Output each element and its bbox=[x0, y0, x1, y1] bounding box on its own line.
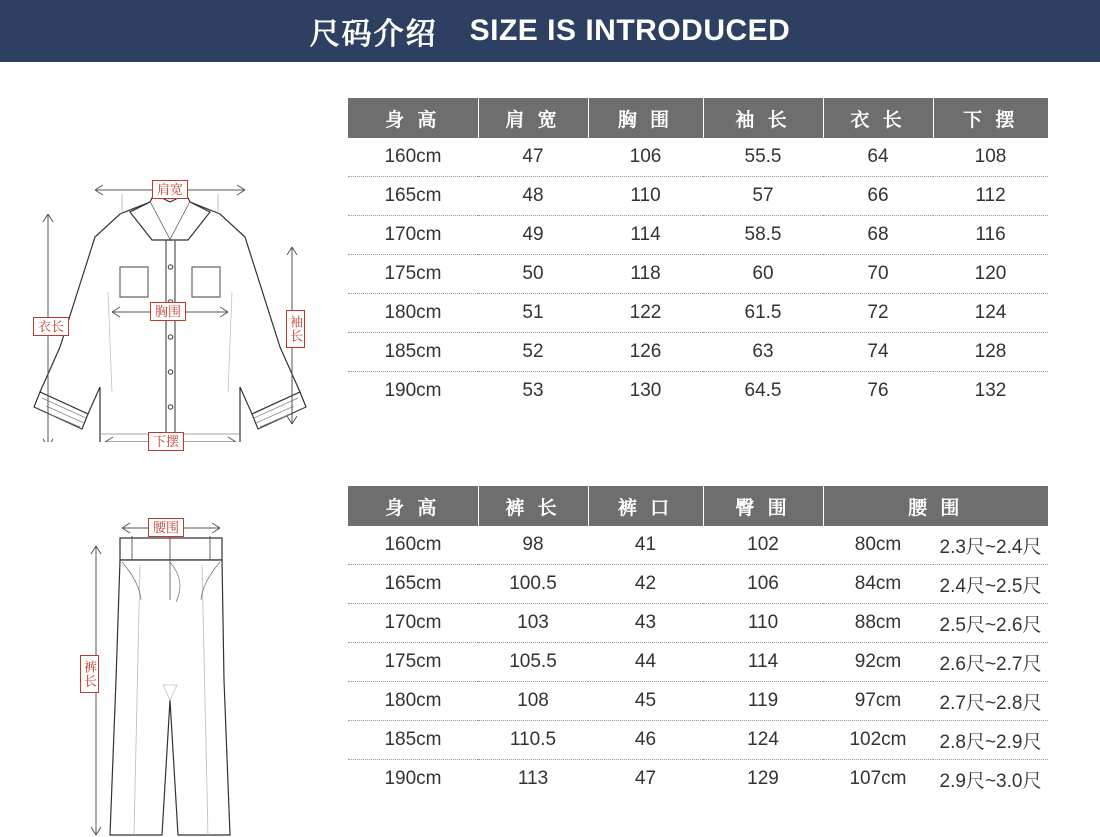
cell: 107cm bbox=[849, 768, 907, 789]
cell: 45 bbox=[588, 682, 703, 721]
page-title-cn: 尺码介绍 bbox=[309, 18, 438, 51]
shirt-header-cell: 下 摆 bbox=[933, 98, 1048, 138]
cell: 76 bbox=[867, 380, 889, 401]
table-row bbox=[348, 372, 1048, 411]
cell: 160cm bbox=[348, 138, 478, 177]
cell: 120 bbox=[933, 255, 1048, 294]
cell: 55.5 bbox=[703, 138, 823, 177]
table-row bbox=[348, 216, 1048, 255]
label-hem: 下摆 bbox=[148, 432, 184, 451]
cell: 170cm bbox=[348, 216, 478, 255]
cell: 41 bbox=[588, 526, 703, 565]
shirt-table-header-row bbox=[348, 98, 1048, 138]
table-row bbox=[348, 565, 1048, 604]
cell: 130 bbox=[629, 380, 662, 401]
label-waist: 腰围 bbox=[148, 518, 184, 537]
cell: 46 bbox=[588, 721, 703, 760]
cell: 113 bbox=[517, 768, 549, 789]
cell: 114 bbox=[588, 216, 703, 255]
cell: 72 bbox=[823, 294, 933, 333]
cell: 185cm bbox=[348, 721, 478, 760]
cell: 110.5 bbox=[478, 721, 588, 760]
table-row bbox=[348, 643, 1048, 682]
page-title-en: SIZE IS INTRODUCED bbox=[469, 14, 791, 47]
pants-section bbox=[0, 450, 1100, 837]
cell: 47 bbox=[478, 138, 588, 177]
cell: 122 bbox=[588, 294, 703, 333]
cell: 68 bbox=[823, 216, 933, 255]
cell: 165cm bbox=[348, 177, 478, 216]
pants-header-cell: 臀 围 bbox=[703, 486, 823, 526]
cell: 57 bbox=[703, 177, 823, 216]
cell: 106 bbox=[703, 565, 823, 604]
shirt-section bbox=[0, 62, 1100, 449]
page-header bbox=[0, 0, 1100, 62]
cell: 2.5尺~2.6尺 bbox=[933, 604, 1048, 643]
pants-header-cell: 裤 口 bbox=[588, 486, 703, 526]
table-row bbox=[348, 760, 1048, 799]
cell: 2.9尺~3.0尺 bbox=[939, 770, 1042, 792]
cell: 63 bbox=[703, 333, 823, 372]
cell: 47 bbox=[634, 768, 657, 789]
cell: 2.4尺~2.5尺 bbox=[933, 565, 1048, 604]
cell: 185cm bbox=[348, 333, 478, 372]
pants-table-header-row bbox=[348, 486, 1048, 526]
cell: 51 bbox=[478, 294, 588, 333]
table-row bbox=[348, 177, 1048, 216]
cell: 100.5 bbox=[478, 565, 588, 604]
cell: 128 bbox=[933, 333, 1048, 372]
cell: 160cm bbox=[348, 526, 478, 565]
pants-size-table bbox=[348, 486, 1048, 798]
cell: 170cm bbox=[348, 604, 478, 643]
pants-table-container bbox=[340, 450, 1060, 837]
cell: 124 bbox=[703, 721, 823, 760]
label-garment-length: 衣长 bbox=[33, 317, 69, 336]
table-row bbox=[348, 604, 1048, 643]
shirt-header-cell: 衣 长 bbox=[823, 98, 933, 138]
cell: 61.5 bbox=[703, 294, 823, 333]
cell: 124 bbox=[933, 294, 1048, 333]
label-sleeve-length: 袖长 bbox=[286, 310, 305, 348]
shirt-illustration bbox=[0, 62, 340, 442]
table-row bbox=[348, 721, 1048, 760]
cell: 58.5 bbox=[703, 216, 823, 255]
cell: 97cm bbox=[823, 682, 933, 721]
shirt-header-cell: 胸 围 bbox=[588, 98, 703, 138]
pants-header-cell: 腰 围 bbox=[823, 486, 1048, 526]
table-row bbox=[348, 138, 1048, 177]
cell: 74 bbox=[823, 333, 933, 372]
cell: 132 bbox=[974, 380, 1007, 401]
cell: 80cm bbox=[823, 526, 933, 565]
shirt-table-container bbox=[340, 62, 1060, 442]
cell: 116 bbox=[933, 216, 1048, 255]
shirt-size-table bbox=[348, 98, 1048, 410]
shirt-header-cell: 身 高 bbox=[348, 98, 478, 138]
cell: 165cm bbox=[348, 565, 478, 604]
cell: 52 bbox=[478, 333, 588, 372]
shirt-figure bbox=[0, 62, 340, 449]
cell: 190cm bbox=[384, 380, 442, 401]
cell: 92cm bbox=[823, 643, 933, 682]
shirt-header-cell: 袖 长 bbox=[703, 98, 823, 138]
cell: 84cm bbox=[823, 565, 933, 604]
cell: 43 bbox=[588, 604, 703, 643]
cell: 2.6尺~2.7尺 bbox=[933, 643, 1048, 682]
cell: 110 bbox=[588, 177, 703, 216]
pants-header-cell: 身 高 bbox=[348, 486, 478, 526]
cell: 66 bbox=[823, 177, 933, 216]
pants-header-cell: 裤 长 bbox=[478, 486, 588, 526]
cell: 98 bbox=[478, 526, 588, 565]
cell: 175cm bbox=[348, 643, 478, 682]
cell: 48 bbox=[478, 177, 588, 216]
cell: 2.8尺~2.9尺 bbox=[933, 721, 1048, 760]
cell: 2.3尺~2.4尺 bbox=[933, 526, 1048, 565]
cell: 180cm bbox=[348, 682, 478, 721]
cell: 102 bbox=[703, 526, 823, 565]
shirt-header-cell: 肩 宽 bbox=[478, 98, 588, 138]
cell: 53 bbox=[522, 380, 544, 401]
cell: 102cm bbox=[823, 721, 933, 760]
cell: 49 bbox=[478, 216, 588, 255]
cell: 70 bbox=[823, 255, 933, 294]
label-pant-length: 裤长 bbox=[80, 655, 99, 693]
cell: 60 bbox=[703, 255, 823, 294]
cell: 180cm bbox=[348, 294, 478, 333]
cell: 2.7尺~2.8尺 bbox=[933, 682, 1048, 721]
cell: 112 bbox=[933, 177, 1048, 216]
cell: 110 bbox=[703, 604, 823, 643]
cell: 105.5 bbox=[478, 643, 588, 682]
cell: 118 bbox=[588, 255, 703, 294]
cell: 119 bbox=[703, 682, 823, 721]
label-chest: 胸围 bbox=[150, 302, 186, 321]
cell: 108 bbox=[933, 138, 1048, 177]
cell: 42 bbox=[588, 565, 703, 604]
table-row bbox=[348, 255, 1048, 294]
cell: 126 bbox=[588, 333, 703, 372]
table-row bbox=[348, 333, 1048, 372]
cell: 175cm bbox=[348, 255, 478, 294]
cell: 129 bbox=[747, 768, 779, 789]
table-row bbox=[348, 682, 1048, 721]
label-shoulder-width: 肩宽 bbox=[152, 180, 188, 199]
table-row bbox=[348, 526, 1048, 565]
cell: 50 bbox=[478, 255, 588, 294]
cell: 64.5 bbox=[744, 380, 782, 401]
cell: 190cm bbox=[384, 768, 442, 789]
cell: 106 bbox=[588, 138, 703, 177]
pants-illustration bbox=[0, 450, 340, 837]
cell: 108 bbox=[478, 682, 588, 721]
cell: 103 bbox=[478, 604, 588, 643]
table-row bbox=[348, 294, 1048, 333]
cell: 44 bbox=[588, 643, 703, 682]
cell: 88cm bbox=[823, 604, 933, 643]
cell: 64 bbox=[823, 138, 933, 177]
cell: 114 bbox=[703, 643, 823, 682]
pants-figure bbox=[0, 450, 340, 837]
